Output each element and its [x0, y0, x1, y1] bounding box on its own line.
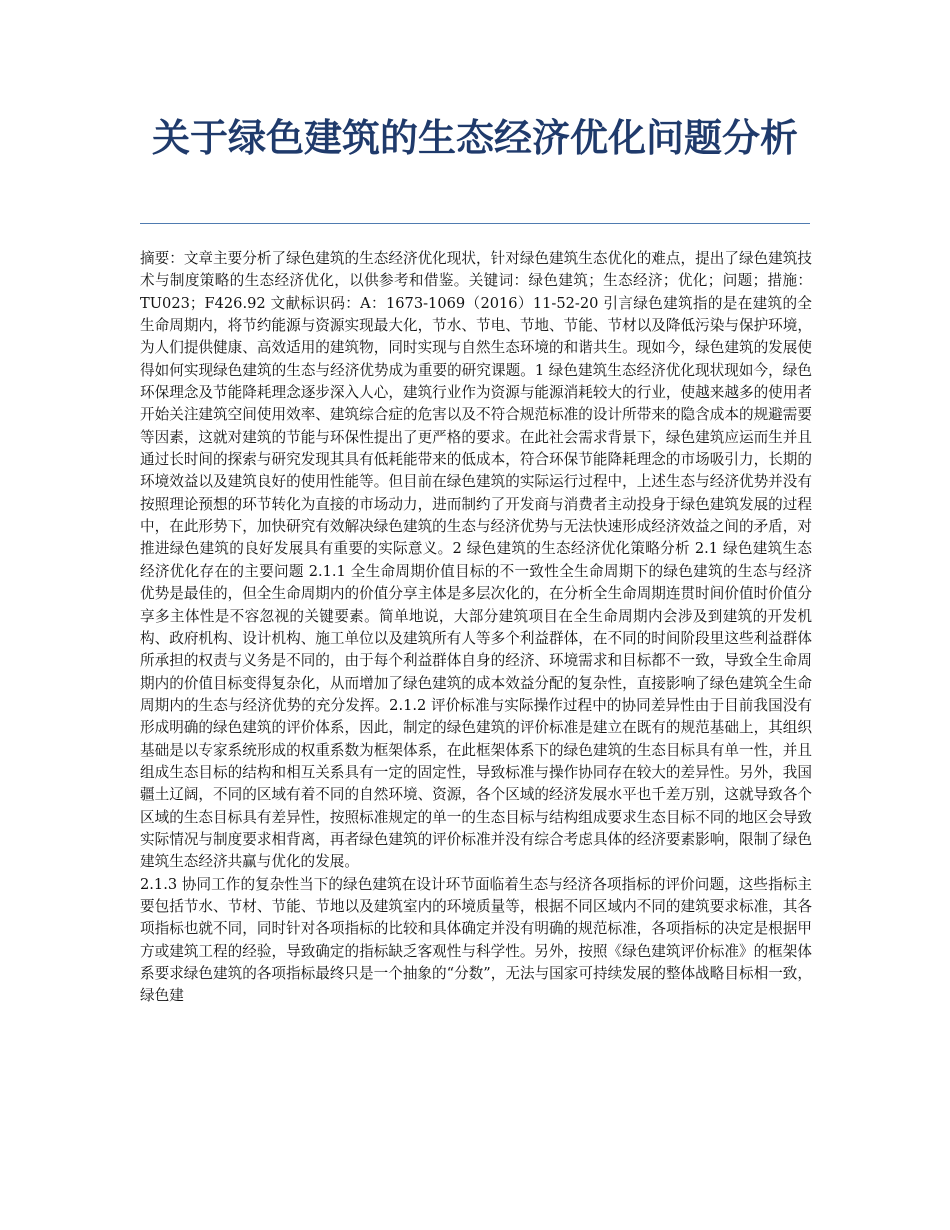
document-title: 关于绿色建筑的生态经济优化问题分析	[151, 116, 798, 160]
title-divider	[140, 223, 810, 224]
document-body	[140, 248, 812, 1008]
body-paragraph: 2.1.3 协同工作的复杂性当下的绿色建筑在设计环节面临着生态与经济各项指标的评价问题，这些指标主要包括节水、节材、节能、节地以及建筑室内的环境质量等，根据不同区域内不同的建筑要求标准，其各项指标也就不同，同时针对各项指标的比较和具体确定并没有明确的规范标准，各项指标的决定是根据甲方或建筑工程的经验，导致确定的指标缺乏客观性与科学性。另外，按照《绿色建筑评价标准》的框架体系要求绿色建筑的各项指标最终只是一个抽象的“分数”，无法与国家可持续发展的整体战略目标相一致，绿色建	[140, 875, 812, 1005]
body-paragraph: 摘要：文章主要分析了绿色建筑的生态经济优化现状，针对绿色建筑生态优化的难点，提出了绿色建筑技术与制度策略的生态经济优化，以供参考和借鉴。关键词：绿色建筑；生态经济；优化；问题；措施：TU023；F426.92 文献标识码：A：1673-1069（2016）11-52-20 引言绿色建筑指的是在建筑的全生命周期内，将节约能源与资源实现最大化，节水、节电、节地、节能、节材以及降低污染与保护环境，为人们提供健康、高效适用的建筑物，同时实现与自然生态环境的和谐共生。现如今，绿色建筑的发展使得如何实现绿色建筑的生态与经济优势成为重要的研究课题。1 绿色建筑生态经济优化现状现如今，绿色环保理念及节能降耗理念逐步深入人心，建筑行业作为资源与能源消耗较大的行业，使越来越多的使用者开始关注建筑空间使用效率、建筑综合症的危害以及不符合规范标准的设计所带来的隐含成本的规避需要等因素，这就对建筑的节能与环保性提出了更严格的要求。在此社会需求背景下，绿色建筑应运而生并且通过长时间的探索与研究发现其具有低耗能带来的低成本，符合环保节能降耗理念的市场吸引力，长期的环境效益以及建筑良好的使用性能等。但目前在绿色建筑的实际运行过程中，上述生态与经济优势并没有按照理论预想的环节转化为直接的市场动力，进而制约了开发商与消费者主动投身于绿色建筑发展的过程中，在此形势下，加快研究有效解决绿色建筑的生态与经济优势与无法快速形成经济效益之间的矛盾，对推进绿色建筑的良好发展具有重要的实际意义。2 绿色建筑的生态经济优化策略分析 2.1 绿色建筑生态经济优化存在的主要问题 2.1.1 全生命周期价值目标的不一致性全生命周期下的绿色建筑的生态与经济优势是最佳的，但全生命周期内的价值分享主体是多层次化的，在分析全生命周期连贯时间价值时价值分享多主体性是不容忽视的关键要素。简单地说，大部分建筑项目在全生命周期内会涉及到建筑的开发机构、政府机构、设计机构、施工单位以及建筑所有人等多个利益群体，在不同的时间阶段里这些利益群体所承担的权责与义务是不同的，由于每个利益群体自身的经济、环境需求和目标都不一致，导致全生命周期内的价值目标变得复杂化，从而增加了绿色建筑的成本效益分配的复杂性，直接影响了绿色建筑全生命周期内的生态与经济优势的充分发挥。2.1.2 评价标准与实际操作过程中的协同差异性由于目前我国没有形成明确的绿色建筑的评价体系，因此，制定的绿色建筑的评价标准是建立在既有的规范基础上，其组织基础是以专家系统形成的权重系数为框架体系，在此框架体系下的绿色建筑的生态目标具有单一性，并且组成生态目标的结构和相互关系具有一定的固定性，导致标准与操作协同存在较大的差异性。另外，我国疆土辽阔，不同的区域有着不同的自然环境、资源，各个区域的经济发展水平也千差万别，这就导致各个区域的生态目标具有差异性，按照标准规定的单一的生态目标与结构组成要求生态目标不同的地区会导致实际情况与制度要求相背离，再者绿色建筑的评价标准并没有综合考虑具体的经济要素影响，限制了绿色建筑生态经济共赢与优化的发展。	[140, 250, 812, 871]
